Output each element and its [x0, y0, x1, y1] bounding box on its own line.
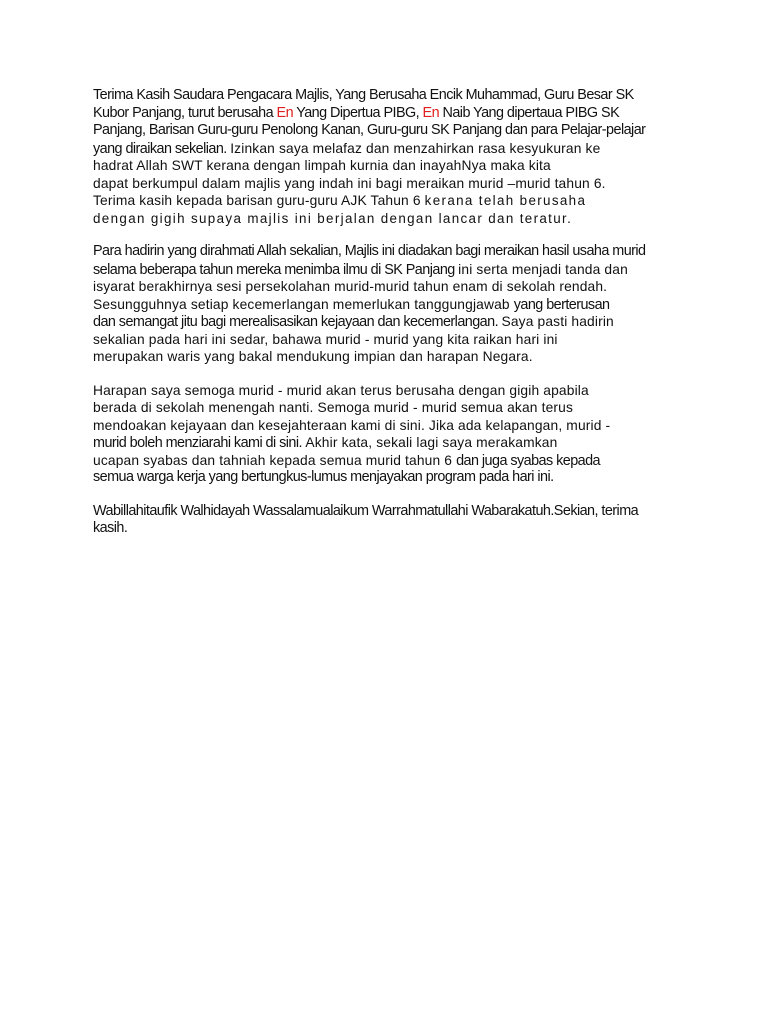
paragraph-closing	[93, 503, 673, 538]
text-line: Terima kasih kepada barisan guru-guru AJK Tahun 6 kerana telah berusaha	[93, 193, 587, 208]
text-line: sekalian pada hari ini sedar, bahawa murid - murid yang kita raikan hari ini	[93, 331, 558, 347]
text-line: Sesungguhnya setiap kecemerlangan memerlukan tanggungjawab yang berterusan	[93, 296, 610, 313]
paragraph-gap	[93, 366, 673, 382]
paragraph-greeting	[93, 87, 673, 227]
text-line: yang diraikan sekelian. Izinkan saya melafaz dan menzahirkan rasa kesyukuran ke	[93, 140, 601, 157]
text-line: dengan gigih supaya majlis ini berjalan dengan lancar dan teratur.	[93, 210, 573, 226]
text-line: Kubor Panjang, turut berusaha En Yang Dipertua PIBG, En Naib Yang dipertaua PIBG SK	[93, 104, 620, 121]
text-line: semua warga kerja yang bertungkus-lumus menjayakan program pada hari ini.	[93, 469, 554, 485]
text-line: dapat berkumpul dalam majlis yang indah ini bagi meraikan murid –murid tahun 6.	[93, 175, 606, 191]
text-line: selama beberapa tahun mereka menimba ilmu di SK Panjang ini serta menjadi tanda dan	[93, 261, 628, 278]
text-line: Wabillahitaufik Walhidayah Wassalamualaikum Warrahmatullahi Wabarakatuh.Sekian, terima	[93, 502, 639, 519]
text-line: mendoakan kejayaan dan kesejahteraan kami di sini. Jika ada kelapangan, murid -	[93, 417, 611, 433]
text-line: kasih.	[93, 520, 128, 536]
text-line: berada di sekolah menengah nanti. Semoga murid - murid semua akan terus	[93, 400, 574, 415]
paragraph-purpose	[93, 243, 673, 366]
text-line: Para hadirin yang dirahmati Allah sekalian, Majlis ini diadakan bagi meraikan hasil usaha murid	[93, 243, 646, 259]
text-line: murid boleh menziarahi kami di sini. Akhir kata, sekali lagi saya merakamkan	[93, 435, 558, 451]
text-line: Panjang, Barisan Guru-guru Penolong Kanan, Guru-guru SK Panjang dan para Pelajar-pelajar	[93, 122, 646, 138]
paragraph-gap	[93, 227, 673, 243]
text-line: merupakan waris yang bakal mendukung impian dan harapan Negara.	[93, 349, 533, 364]
paragraph-gap	[93, 487, 673, 503]
text-line: Harapan saya semoga murid - murid akan terus berusaha dengan gigih apabila	[93, 382, 589, 398]
text-line: ucapan syabas dan tahniah kepada semua murid tahun 6 dan juga syabas kepada	[93, 452, 601, 469]
highlight-text: En	[276, 104, 294, 121]
paragraph-hopes	[93, 382, 673, 487]
text-line: isyarat berakhirnya sesi persekolahan murid-murid tahun enam di sekolah rendah.	[93, 279, 608, 294]
document-body	[93, 87, 673, 538]
text-line: dan semangat jitu bagi merealisasikan kejayaan dan kecemerlangan. Saya pasti hadirin	[93, 314, 614, 330]
text-line: hadrat Allah SWT kerana dengan limpah kurnia dan inayahNya maka kita	[93, 158, 551, 173]
text-line: Terima Kasih Saudara Pengacara Majlis, Yang Berusaha Encik Muhammad, Guru Besar SK	[93, 87, 634, 103]
highlight-text: En	[422, 104, 440, 121]
